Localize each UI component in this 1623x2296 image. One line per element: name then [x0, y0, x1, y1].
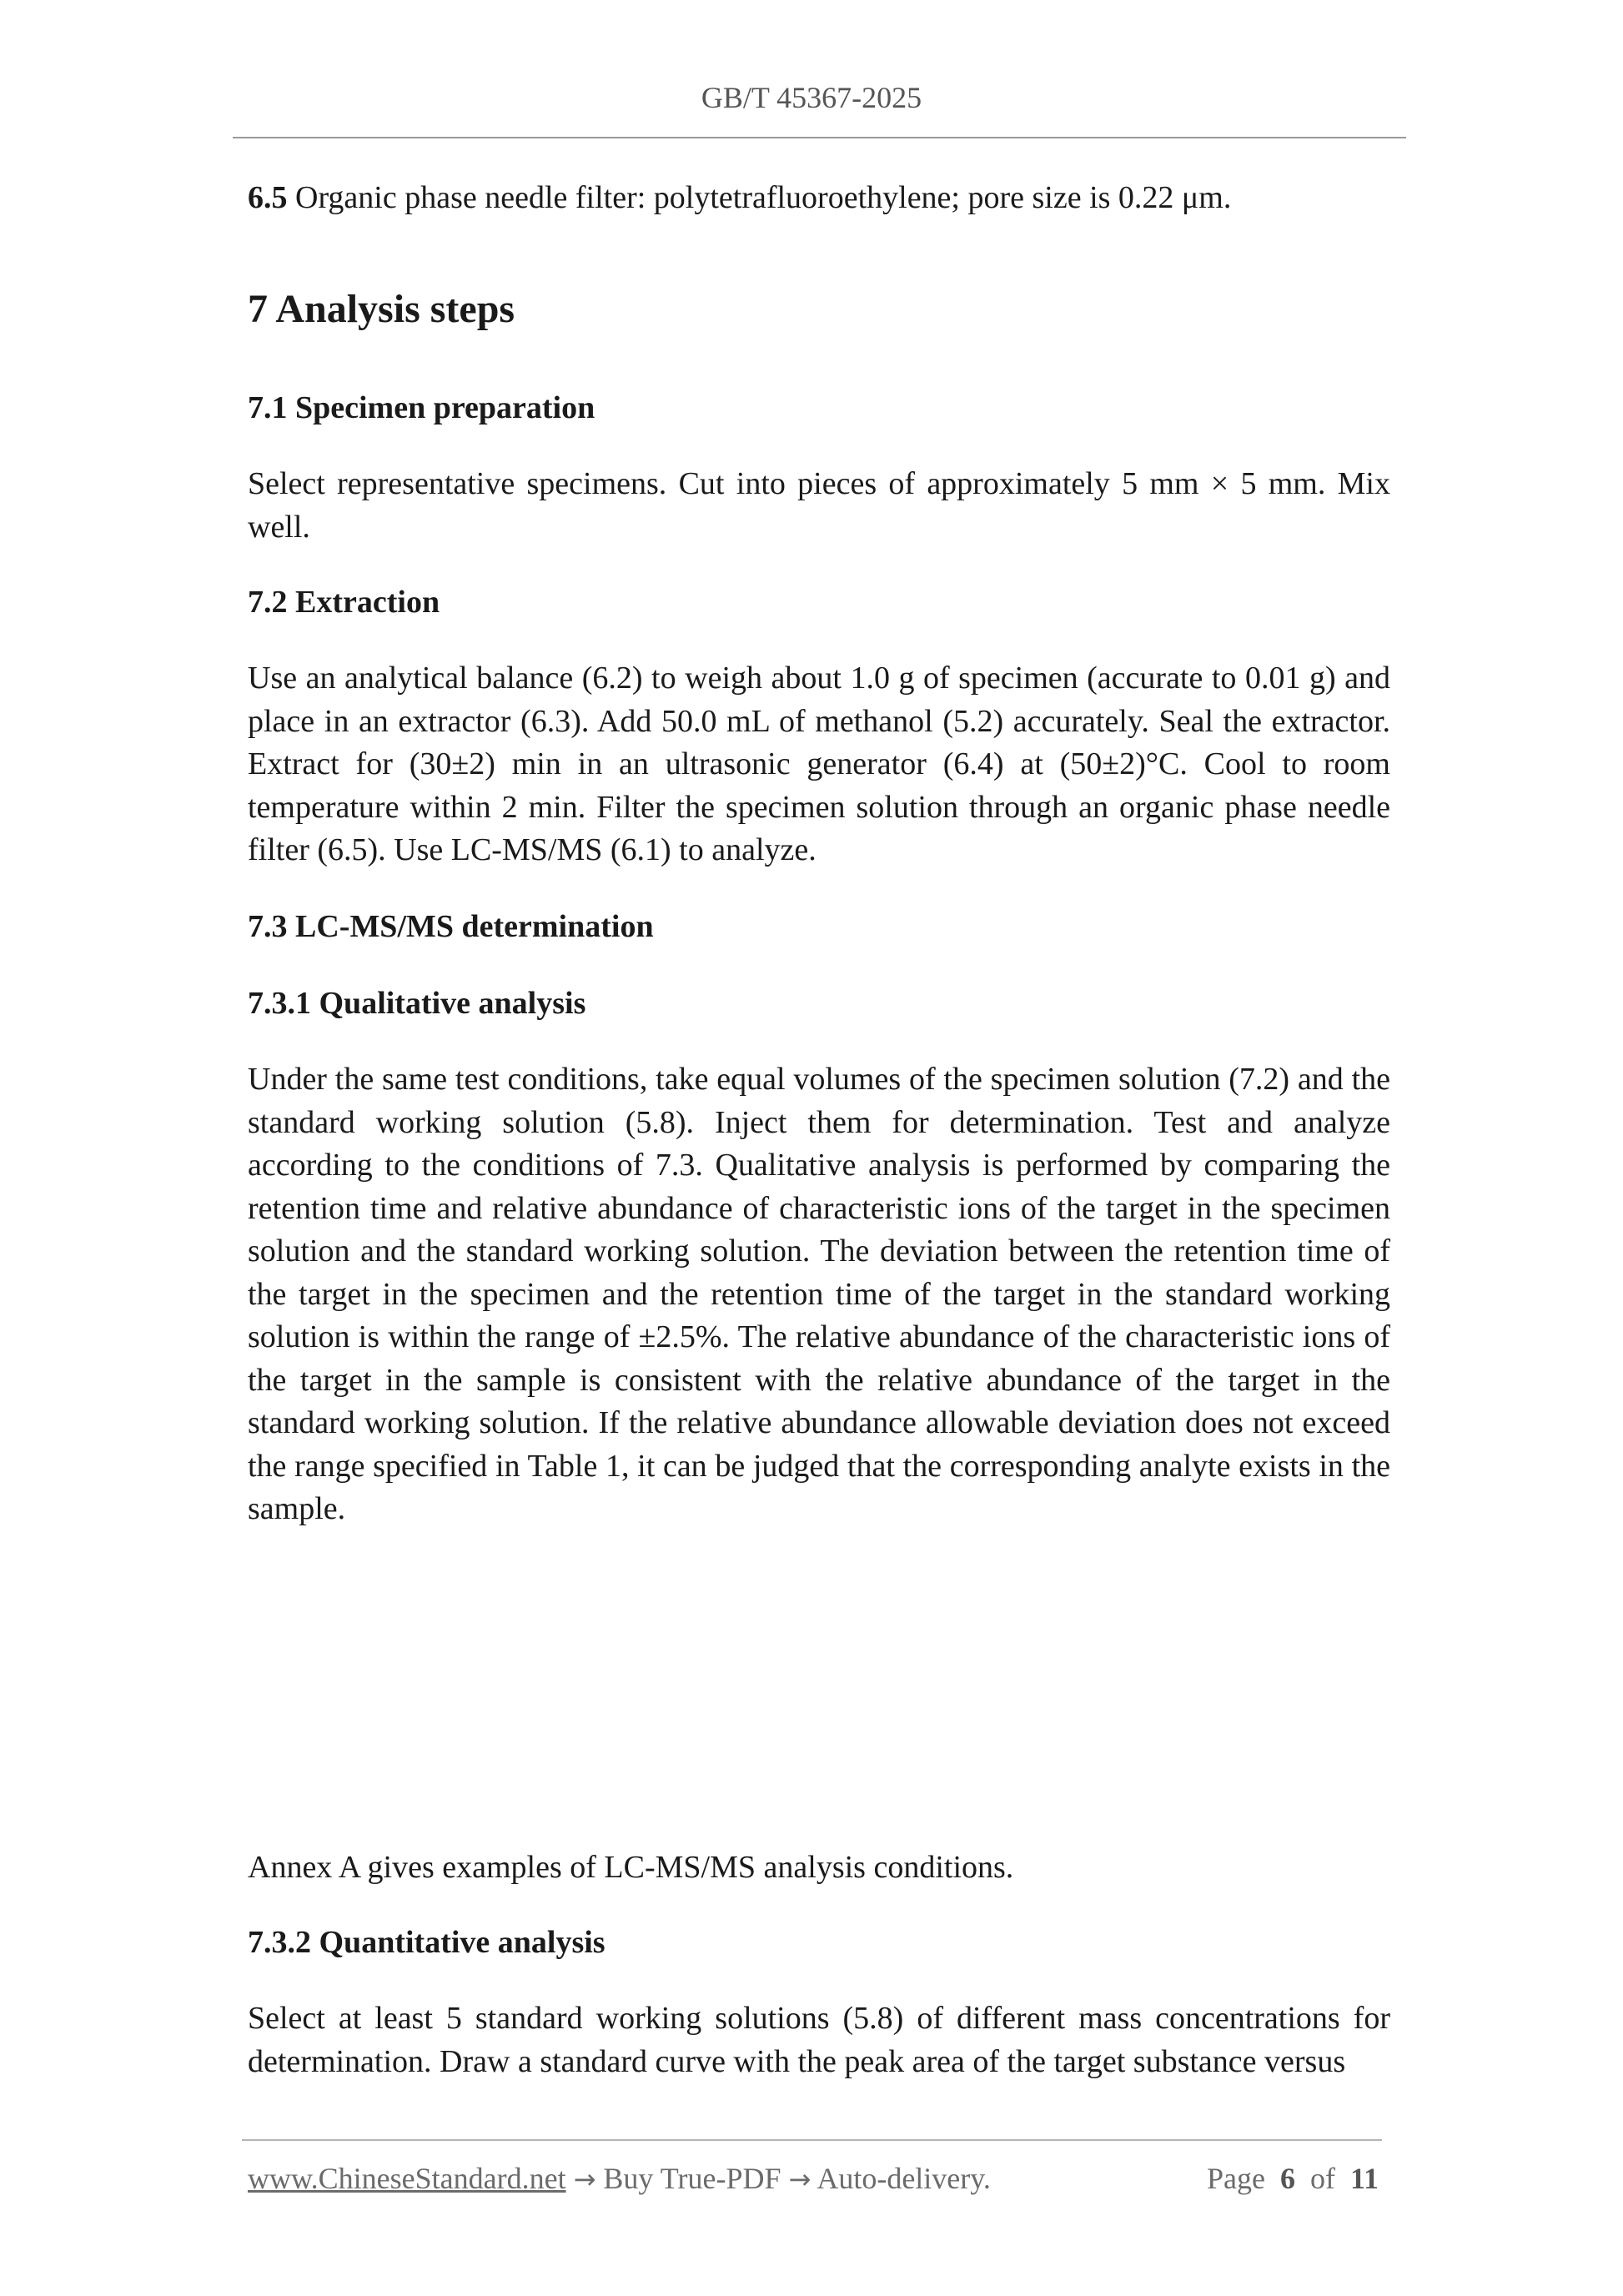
section-6-5-paragraph	[248, 177, 1390, 220]
page-label: Page	[1207, 2162, 1265, 2195]
section-7-heading: 7 Analysis steps	[248, 287, 515, 331]
section-7-3-heading: 7.3 LC-MS/MS determination	[248, 909, 654, 944]
section-7-3-2-text: Select at least 5 standard working solutions (5.8) of different mass concentrations for determination. Draw a standard curve with the peak area of the target substance versus	[248, 2001, 1390, 2079]
section-7-1-heading: 7.1 Specimen preparation	[248, 390, 595, 425]
auto-delivery-text: Auto-delivery.	[817, 2162, 991, 2195]
footer-divider	[242, 2139, 1382, 2141]
header-divider	[233, 137, 1406, 138]
section-7-1-text: Select representative specimens. Cut into pieces of approximately 5 mm × 5 mm. Mix well.	[248, 466, 1390, 545]
site-link[interactable]: www.ChineseStandard.net	[248, 2162, 566, 2195]
section-7-3-1-heading: 7.3.1 Qualitative analysis	[248, 986, 586, 1021]
document-header-title: GB/T 45367-2025	[701, 81, 922, 114]
page-current: 6	[1279, 2162, 1295, 2195]
section-7-3-2-heading: 7.3.2 Quantitative analysis	[248, 1925, 605, 1960]
section-7-3-1-text: Under the same test conditions, take equal volumes of the specimen solution (7.2) and the standard working solution (5.8). Inject them for determination. Test and analyze according to the conditions of 7.3. Qualitative analysis is performed by comparing the retention time and relative abundance of characteristic ions of the target in the specimen solution and the standard working solution. The deviation between the retention time of the target in the specimen and the retention time of the target in the standard working solution is within the range of ±2.5%. The relative abundance of the characteristic ions of the target in the sample is consistent with the relative abundance of the target in the standard working solution. If the relative abundance allowable deviation does not exceed the range specified in Table 1, it can be judged that the corresponding analyte exists in the sample.	[248, 1062, 1390, 1526]
page-indicator	[1207, 2161, 1379, 2196]
arrow-right-icon: →	[573, 2163, 596, 2195]
buy-true-pdf-text: Buy True-PDF	[603, 2162, 781, 2195]
of-label: of	[1309, 2162, 1335, 2195]
section-7-2-text: Use an analytical balance (6.2) to weigh about 1.0 g of specimen (accurate to 0.01 g) and place in an extractor (6.3). Add 50.0 mL of methanol (5.2) accurately. Seal the extractor. Extract for (30±2) min in an ultrasonic generator (6.4) at (50±2)°C. Cool to room temperature within 2 min. Filter the specimen solution through an organic phase needle filter (6.5). Use LC-MS/MS (6.1) to analyze.	[248, 661, 1390, 867]
page-total: 11	[1349, 2162, 1379, 2195]
section-6-5-number: 6.5	[248, 180, 288, 215]
annex-note: Annex A gives examples of LC-MS/MS analysis conditions.	[248, 1850, 1014, 1885]
footer-promo	[248, 2161, 991, 2196]
arrow-right-icon: →	[788, 2163, 812, 2195]
section-6-5-text: Organic phase needle filter: polytetrafluoroethylene; pore size is 0.22 μm.	[295, 180, 1232, 215]
section-7-2-heading: 7.2 Extraction	[248, 585, 440, 620]
